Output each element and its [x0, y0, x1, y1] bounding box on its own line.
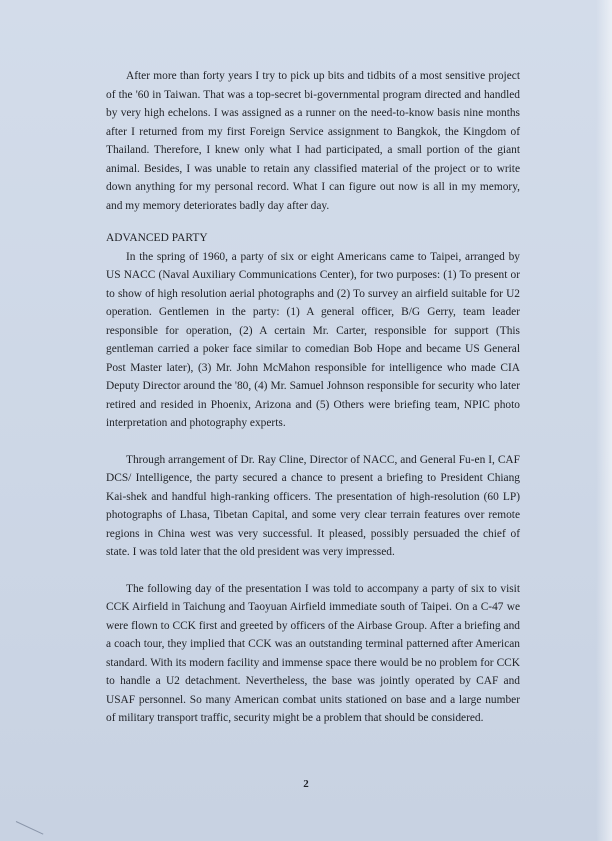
page-number: 2	[303, 778, 309, 790]
intro-paragraph: After more than forty years I try to pick up bits and tidbits of a most sensitive project of the '60 in Taiwan. That was a top-secret bi-governmental program directed and handled by very high echelons. I was assigned as a runner on the need-to-know basis nine months after I returned from my first Foreign Service assignment to Bangkok, the Kingdom of Thailand. Therefore, I knew only what I had participated, a small portion of the giant animal. Besides, I was unable to retain any classified material of the project or to write down anything for my personal record. What I can figure out now is all in my memory, and my memory deteriorates badly day after day.	[106, 70, 520, 212]
scan-edge-mark	[16, 821, 44, 835]
survey-paragraph: The following day of the presentation I was told to accompany a party of six to visit CCK Airfield in Taichung and Taoyuan Airfield immediate south of Taipei. On a C-47 we were flown to CCK first and greeted by officers of the Airbase Group. After a briefing and a coach tour, they implied that CCK was an outstanding terminal patterned after American standard. With its modern facility and immense space there would be no problem for CCK to handle a U2 detachment. Nevertheless, the base was jointly operated by CAF and USAF personnel. So many American combat units stationed on base and a large number of military transport traffic, security might be a problem that should be considered.	[106, 582, 520, 724]
advanced-party-paragraph: In the spring of 1960, a party of six or eight Americans came to Taipei, arranged by US NACC (Naval Auxiliary Communications Center), for two purposes: (1) To present or to show of high resolution aerial photographs and (2) To survey an airfield suitable for U2 operation. Gentlemen in the party: (1) A general officer, B/G Gerry, team leader responsible for operation, (2) A certain Mr. Carter, responsible for support (This gentleman carried a poker face similar to comedian Bob Hope and became US General Post Master later), (3) Mr. John McMahon responsible for intelligence who made CIA Deputy Director around the '80, (4) Mr. Samuel Johnson responsible for security who later retired and resided in Phoenix, Arizona and (5) Others were briefing team, NPIC photo interpretation and photography experts.	[106, 250, 520, 429]
briefing-paragraph: Through arrangement of Dr. Ray Cline, Director of NACC, and General Fu-en I, CAF DCS/ Intelligence, the party secured a chance to present a briefing to President Chiang Kai-shek and handful high-ranking officers. The presentation of high-resolution (60 LP) photographs of Lhasa, Tibetan Capital, and some very clear terrain features over remote regions in China west was very successful. It pleased, possibly persuaded the chief of state. I was told later that the old president was very impressed.	[106, 453, 520, 558]
section-heading: ADVANCED PARTY	[106, 232, 208, 244]
